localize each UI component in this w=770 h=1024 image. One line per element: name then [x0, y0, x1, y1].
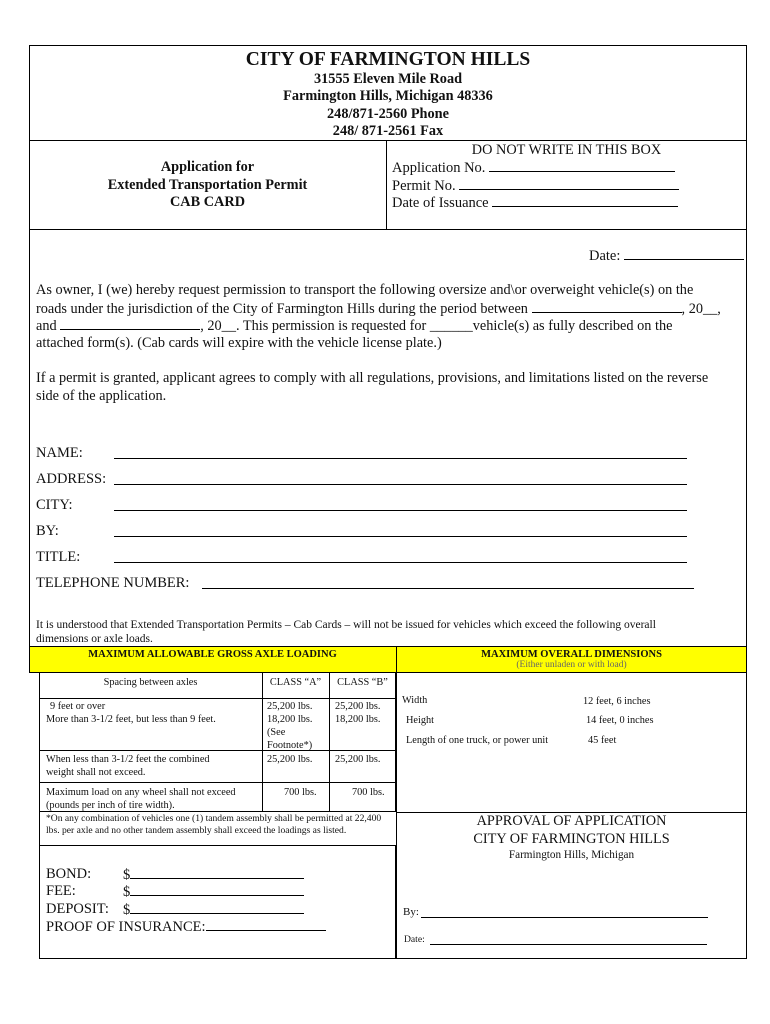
title-label: TITLE:: [36, 549, 81, 565]
request-line-3: [36, 317, 672, 335]
header-address: 31555 Eleven Mile Road: [313, 71, 463, 87]
table-cell: 18,200 lbs.: [335, 714, 381, 725]
approval-title: APPROVAL OF APPLICATION: [476, 813, 667, 829]
divider-header: [29, 140, 747, 141]
name-label: NAME:: [36, 445, 83, 461]
request-line-3b: , 20__. This permission is requested for ______vehicle(s) as fully described on the: [200, 318, 673, 334]
header-fax: 248/ 871-2561 Fax: [332, 123, 444, 139]
date-field[interactable]: [589, 247, 744, 265]
request-line-1: As owner, I (we) hereby request permission to transport the following oversize and\or overweight vehicle(s) on the: [36, 282, 694, 298]
city-input-line[interactable]: [114, 510, 687, 511]
footnote-line-2: lbs. per axle and no other tandem assembly shall exceed the loadings as listed.: [46, 825, 347, 836]
dim-length-value: 45 feet: [588, 735, 617, 746]
period-start-blank[interactable]: [532, 300, 682, 313]
address-label: ADDRESS:: [36, 471, 107, 487]
request-line-4: attached form(s). (Cab cards will expire with the vehicle license plate.): [36, 335, 442, 351]
deposit-amount[interactable]: [123, 901, 304, 919]
form-title-line3: CAB CARD: [169, 194, 246, 210]
fee-amount[interactable]: [123, 883, 304, 901]
period-end-blank[interactable]: [60, 317, 200, 330]
approval-by-label: By:: [403, 906, 419, 918]
dim-width-value: 12 feet, 6 inches: [583, 696, 651, 707]
application-no-field[interactable]: [392, 159, 675, 177]
form-title-line2: Extended Transportation Permit: [107, 177, 308, 193]
fee-label: FEE:: [46, 883, 76, 899]
dim-height-value: 14 feet, 0 inches: [586, 715, 654, 726]
deposit-field[interactable]: [46, 901, 109, 918]
date-label: Date:: [589, 248, 621, 264]
deposit-label: DEPOSIT:: [46, 901, 109, 917]
request-line-3a: and: [36, 318, 57, 334]
city-title: CITY OF FARMINGTON HILLS: [245, 49, 531, 70]
form-title-line1: Application for: [160, 159, 255, 175]
request-line-2: [36, 300, 721, 318]
request-line-2a: roads under the jurisdiction of the City of Farmington Hills during the period between: [36, 301, 528, 317]
agree-line-2: side of the application.: [36, 388, 167, 404]
fee-field[interactable]: [46, 883, 76, 900]
permit-no-field[interactable]: [392, 177, 679, 195]
header-phone: 248/871-2560 Phone: [327, 106, 449, 122]
approval-location: Farmington Hills, Michigan: [508, 849, 635, 861]
agree-line-1: If a permit is granted, applicant agrees to comply with all regulations, provisions, and limitations listed on the reverse: [36, 370, 709, 386]
table-cell: 25,200 lbs.: [335, 701, 381, 712]
table-row: Maximum load on any wheel shall not exceed: [46, 787, 236, 798]
dimensions-heading: MAXIMUM OVERALL DIMENSIONS: [481, 649, 662, 660]
table-row: (pounds per inch of tire width).: [46, 800, 175, 811]
title-input-line[interactable]: [114, 562, 687, 563]
dimensions-subheading: (Either unladen or with load): [516, 660, 627, 670]
footnote-line-1: *On any combination of vehicles one (1) tandem assembly shall be permitted at 22,400: [46, 813, 382, 824]
bond-currency: $: [123, 867, 131, 883]
city-label: CITY:: [36, 497, 73, 513]
by-label: BY:: [36, 523, 59, 539]
bond-label: BOND:: [46, 866, 92, 882]
col-class-b-header: CLASS “B”: [337, 677, 388, 688]
dim-height-label: Height: [406, 715, 435, 726]
bond-amount[interactable]: [123, 866, 304, 884]
table-row: 9 feet or over: [50, 701, 106, 712]
date-of-issuance-label: Date of Issuance: [392, 195, 489, 211]
table-cell: 25,200 lbs.: [267, 701, 313, 712]
request-line-2b: , 20__,: [681, 301, 721, 317]
dim-width-label: Width: [402, 695, 428, 706]
fee-currency: $: [123, 884, 131, 900]
table-row: When less than 3-1/2 feet the combined: [46, 754, 210, 765]
divider-body: [29, 229, 747, 230]
col-class-a-header: CLASS “A”: [269, 677, 322, 688]
table-cell: (See: [267, 727, 286, 738]
table-cell: 25,200 lbs.: [267, 754, 313, 765]
understood-line-1: It is understood that Extended Transportation Permits – Cab Cards – will not be issued for vehicles which exceed the following overall: [36, 619, 656, 631]
insurance-label: PROOF OF INSURANCE:: [46, 919, 206, 935]
telephone-label: TELEPHONE NUMBER:: [36, 575, 190, 591]
permit-no-label: Permit No.: [392, 178, 456, 194]
application-no-label: Application No.: [392, 160, 486, 176]
header-city-state: Farmington Hills, Michigan 48336: [283, 88, 493, 104]
dim-length-label: Length of one truck, or power unit: [406, 735, 549, 746]
office-box-heading: DO NOT WRITE IN THIS BOX: [471, 142, 662, 158]
bond-field[interactable]: [46, 866, 91, 883]
table-cell: Footnote*): [267, 740, 313, 751]
deposit-currency: $: [123, 902, 131, 918]
table-row: weight shall not exceed.: [46, 767, 146, 778]
approval-by-line[interactable]: [421, 917, 708, 918]
approval-city: CITY OF FARMINGTON HILLS: [473, 831, 670, 847]
date-of-issuance-field[interactable]: [392, 194, 678, 212]
telephone-input-line[interactable]: [202, 588, 694, 589]
table-cell: 25,200 lbs.: [335, 754, 381, 765]
understood-line-2: dimensions or axle loads.: [36, 633, 153, 645]
table-cell: 18,200 lbs.: [267, 714, 313, 725]
approval-date-label: Date:: [404, 934, 425, 945]
table-cell: 700 lbs.: [352, 787, 385, 798]
axle-loading-heading: MAXIMUM ALLOWABLE GROSS AXLE LOADING: [88, 649, 337, 660]
approval-date-line[interactable]: [430, 944, 707, 945]
by-input-line[interactable]: [114, 536, 687, 537]
table-cell: 700 lbs.: [284, 787, 317, 798]
table-row: More than 3-1/2 feet, but less than 9 feet.: [46, 714, 216, 725]
insurance-field[interactable]: [46, 918, 326, 936]
address-input-line[interactable]: [114, 484, 687, 485]
name-input-line[interactable]: [114, 458, 687, 459]
col-spacing-header: Spacing between axles: [103, 677, 198, 688]
